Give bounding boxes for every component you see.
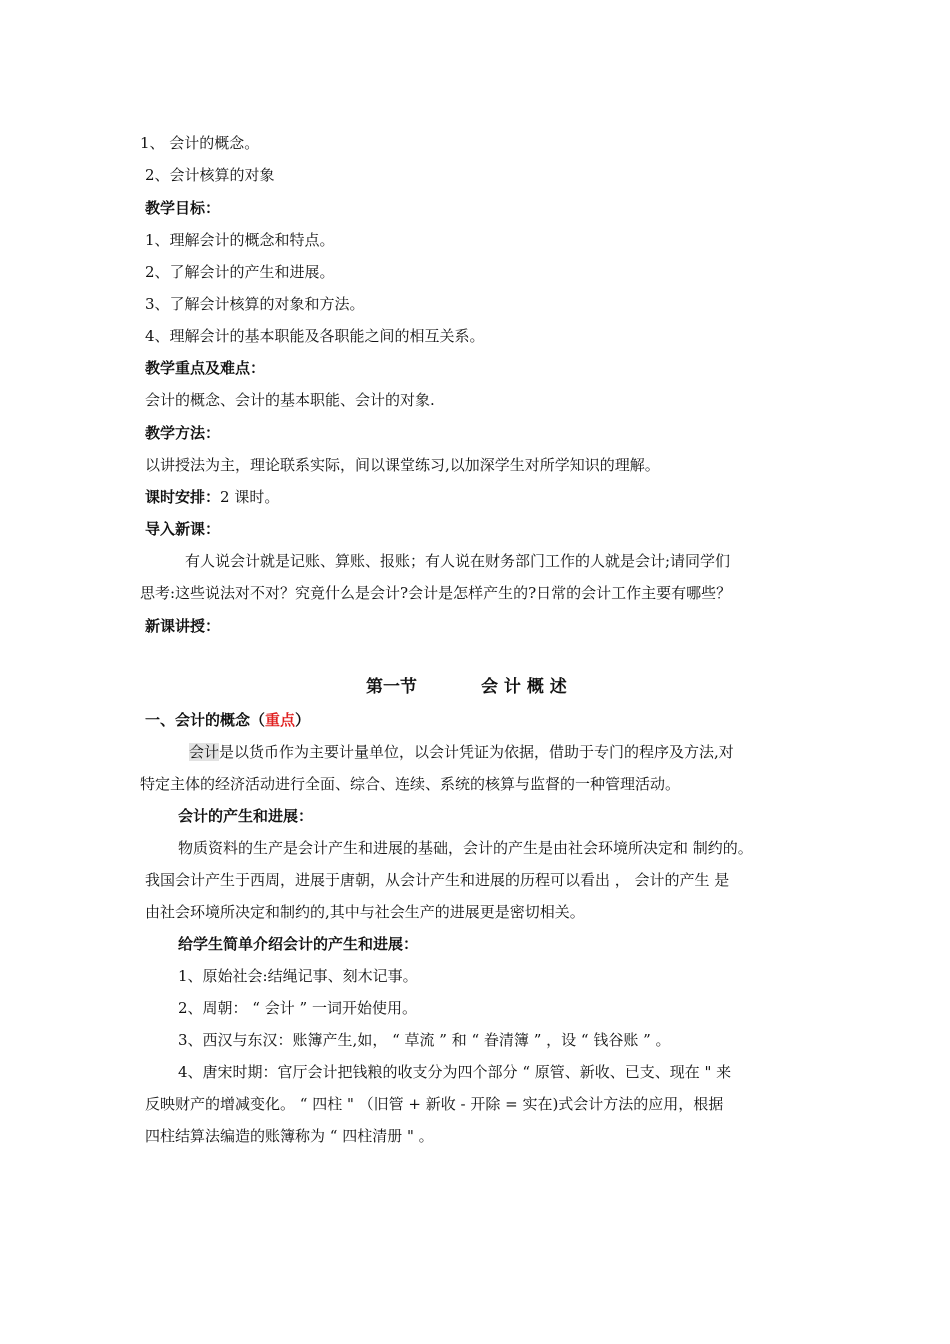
topic-1: 1、 会计的概念。 (140, 134, 260, 152)
goal-3: 3、了解会计核算的对象和方法。 (145, 295, 365, 313)
definition-text: 是以货币作为主要计量单位，以会计凭证为依据，借助于专门的程序及方法,对 (219, 743, 734, 761)
highlighted-term: 会计 (189, 743, 220, 761)
concept-definition-line-2: 特定主体的经济活动进行全面、综合、连续、系统的核算与监督的一种管理活动。 (140, 775, 681, 793)
history-item-4-line-1: 4、唐宋时期：官厅会计把钱粮的收支分为四个部分 “ 原管、新收、已支、现在 " 来 (178, 1063, 732, 1081)
key-points-heading: 教学重点及难点： (145, 359, 266, 377)
concept-heading (145, 710, 310, 730)
intro-line-1: 有人说会计就是记账、算账、报账；有人说在财务部门工作的人就是会计;请同学们 (185, 552, 731, 570)
topic-2: 2、会计核算的对象 (145, 166, 275, 184)
method-text: 以讲授法为主，理论联系实际，间以课堂练习,以加深学生对所学知识的理解。 (145, 456, 660, 474)
method-heading: 教学方法： (145, 424, 221, 442)
history-heading: 给学生简单介绍会计的产生和进展： (178, 935, 419, 953)
class-hours-line (145, 487, 279, 507)
goal-2: 2、了解会计的产生和进展。 (145, 263, 335, 281)
origin-line-3: 由社会环境所决定和制约的,其中与社会生产的进展更是密切相关。 (145, 903, 585, 921)
intro-line-2: 思考:这些说法对不对？究竟什么是会计?会计是怎样产生的?日常的会计工作主要有哪些？ (140, 584, 732, 602)
history-item-4-line-2: 反映财产的增减变化。 “ 四柱 " （旧管 + 新收 - 开除 = 实在)式会计方法的应用，根据 (145, 1095, 724, 1113)
goal-4: 4、理解会计的基本职能及各职能之间的相互关系。 (145, 327, 485, 345)
origin-heading: 会计的产生和进展： (178, 807, 314, 825)
history-item-4-line-3: 四柱结算法编造的账簿称为 “ 四柱清册 " 。 (145, 1127, 434, 1145)
history-item-1: 1、原始社会:结绳记事、刻木记事。 (178, 967, 418, 985)
concept-heading-close: ） (295, 711, 311, 729)
concept-heading-text: 一、会计的概念（ (145, 711, 266, 729)
new-lesson-heading: 新课讲授： (145, 617, 221, 635)
class-hours-label: 课时安排： (145, 488, 221, 506)
origin-line-2: 我国会计产生于西周，进展于唐朝，从会计产生和进展的历程可以看出 ， 会计的产生 是 (145, 871, 730, 889)
origin-line-1: 物质资料的生产是会计产生和进展的基础，会计的产生是由社会环境所决定和 制约的。 (178, 839, 753, 857)
history-item-3: 3、西汉与东汉：账簿产生,如， “ 草流 ” 和 “ 眷清簿 ” ，设 “ 钱谷账 ” 。 (178, 1031, 671, 1049)
section-title: 会 计 概 述 (481, 677, 567, 697)
intro-heading: 导入新课： (145, 520, 221, 538)
class-hours-value: 2 课时。 (220, 488, 280, 506)
key-badge: 重点 (265, 711, 296, 729)
history-item-2: 2、周朝： “ 会计 ” 一词开始使用。 (178, 999, 417, 1017)
key-points-text: 会计的概念、会计的基本职能、会计的对象. (145, 391, 435, 409)
goals-heading: 教学目标： (145, 199, 221, 217)
goal-1: 1、理解会计的概念和特点。 (145, 231, 335, 249)
section-number: 第一节 (366, 677, 417, 697)
concept-definition-line-1 (189, 742, 734, 762)
